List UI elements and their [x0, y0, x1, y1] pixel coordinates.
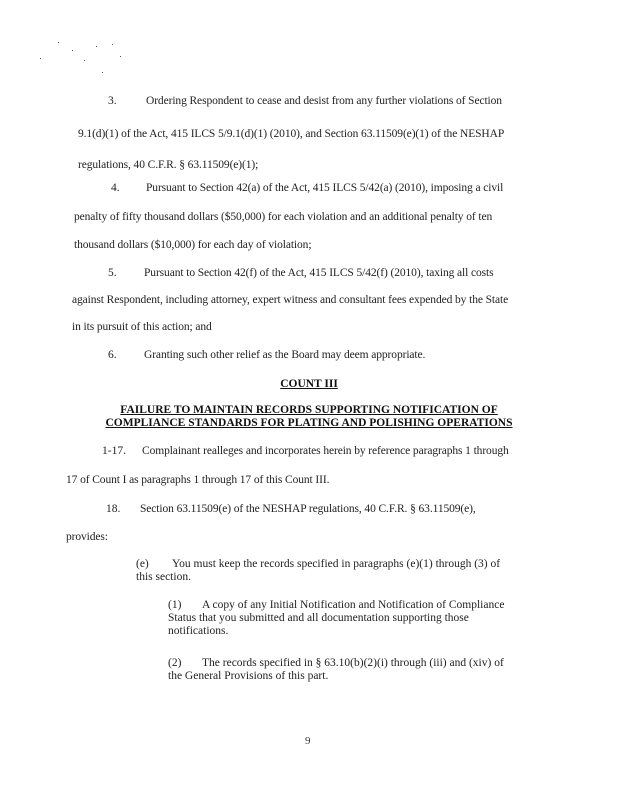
- count-heading: COUNT III: [280, 378, 338, 390]
- quote-1-line-3: notifications.: [168, 625, 229, 637]
- scan-speck: [72, 50, 73, 51]
- para-18-line-1: Section 63.11509(e) of the NESHAP regulations, 40 C.F.R. § 63.11509(e),: [140, 503, 476, 515]
- item-3-number: 3.: [108, 95, 117, 107]
- item-6-number: 6.: [108, 349, 117, 361]
- quote-1-label: (1): [168, 599, 182, 611]
- quote-1-line-1: A copy of any Initial Notification and Notification of Compliance: [202, 599, 505, 611]
- para-1-17-line-1: Complainant realleges and incorporates herein by reference paragraphs 1 through: [142, 445, 509, 457]
- scan-speck: [84, 60, 85, 61]
- quote-2-label: (2): [168, 657, 182, 669]
- para-18-number: 18.: [106, 503, 121, 515]
- item-4-line-1: Pursuant to Section 42(a) of the Act, 415 ILCS 5/42(a) (2010), imposing a civil: [146, 182, 504, 194]
- page-number: 9: [305, 735, 311, 747]
- item-4-line-2: penalty of fifty thousand dollars ($50,000) for each violation and an additional penalty of ten: [74, 211, 493, 223]
- item-5-number: 5.: [108, 267, 117, 279]
- item-5-line-3: in its pursuit of this action; and: [72, 321, 212, 333]
- scan-speck: [112, 44, 113, 45]
- scan-speck: [58, 42, 59, 43]
- quote-1-line-2: Status that you submitted and all documentation supporting those: [168, 612, 469, 624]
- count-title-line-2: COMPLIANCE STANDARDS FOR PLATING AND POLISHING OPERATIONS: [105, 417, 513, 429]
- scan-speck: [96, 46, 97, 47]
- para-18-line-2: provides:: [66, 531, 108, 543]
- quote-e-line-2: this section.: [136, 571, 191, 583]
- item-5-line-1: Pursuant to Section 42(f) of the Act, 415 ILCS 5/42(f) (2010), taxing all costs: [144, 267, 494, 279]
- para-1-17-line-2: 17 of Count I as paragraphs 1 through 17 of this Count III.: [66, 474, 330, 486]
- quote-2-line-2: the General Provisions of this part.: [168, 670, 329, 682]
- item-3-line-3: regulations, 40 C.F.R. § 63.11509(e)(1);: [78, 159, 259, 171]
- quote-2-line-1: The records specified in § 63.10(b)(2)(i) through (iii) and (xiv) of: [202, 657, 504, 669]
- item-6-line-1: Granting such other relief as the Board may deem appropriate.: [144, 349, 426, 361]
- scan-speck: [102, 72, 103, 73]
- item-4-line-3: thousand dollars ($10,000) for each day of violation;: [74, 239, 312, 251]
- scan-speck: [40, 58, 41, 59]
- item-3-line-1: Ordering Respondent to cease and desist from any further violations of Section: [146, 95, 502, 107]
- scan-speck: [120, 56, 121, 57]
- para-1-17-number: 1-17.: [102, 445, 126, 457]
- item-3-line-2: 9.1(d)(1) of the Act, 415 ILCS 5/9.1(d)(1) (2010), and Section 63.11509(e)(1) of the NESHAP: [78, 128, 505, 140]
- item-5-line-2: against Respondent, including attorney, expert witness and consultant fees expended by the State: [72, 294, 509, 306]
- item-4-number: 4.: [111, 182, 120, 194]
- quote-e-label: (e): [136, 558, 149, 570]
- quote-e-line-1: You must keep the records specified in paragraphs (e)(1) through (3) of: [172, 558, 501, 570]
- count-title-line-1: FAILURE TO MAINTAIN RECORDS SUPPORTING NOTIFICATION OF: [120, 404, 498, 416]
